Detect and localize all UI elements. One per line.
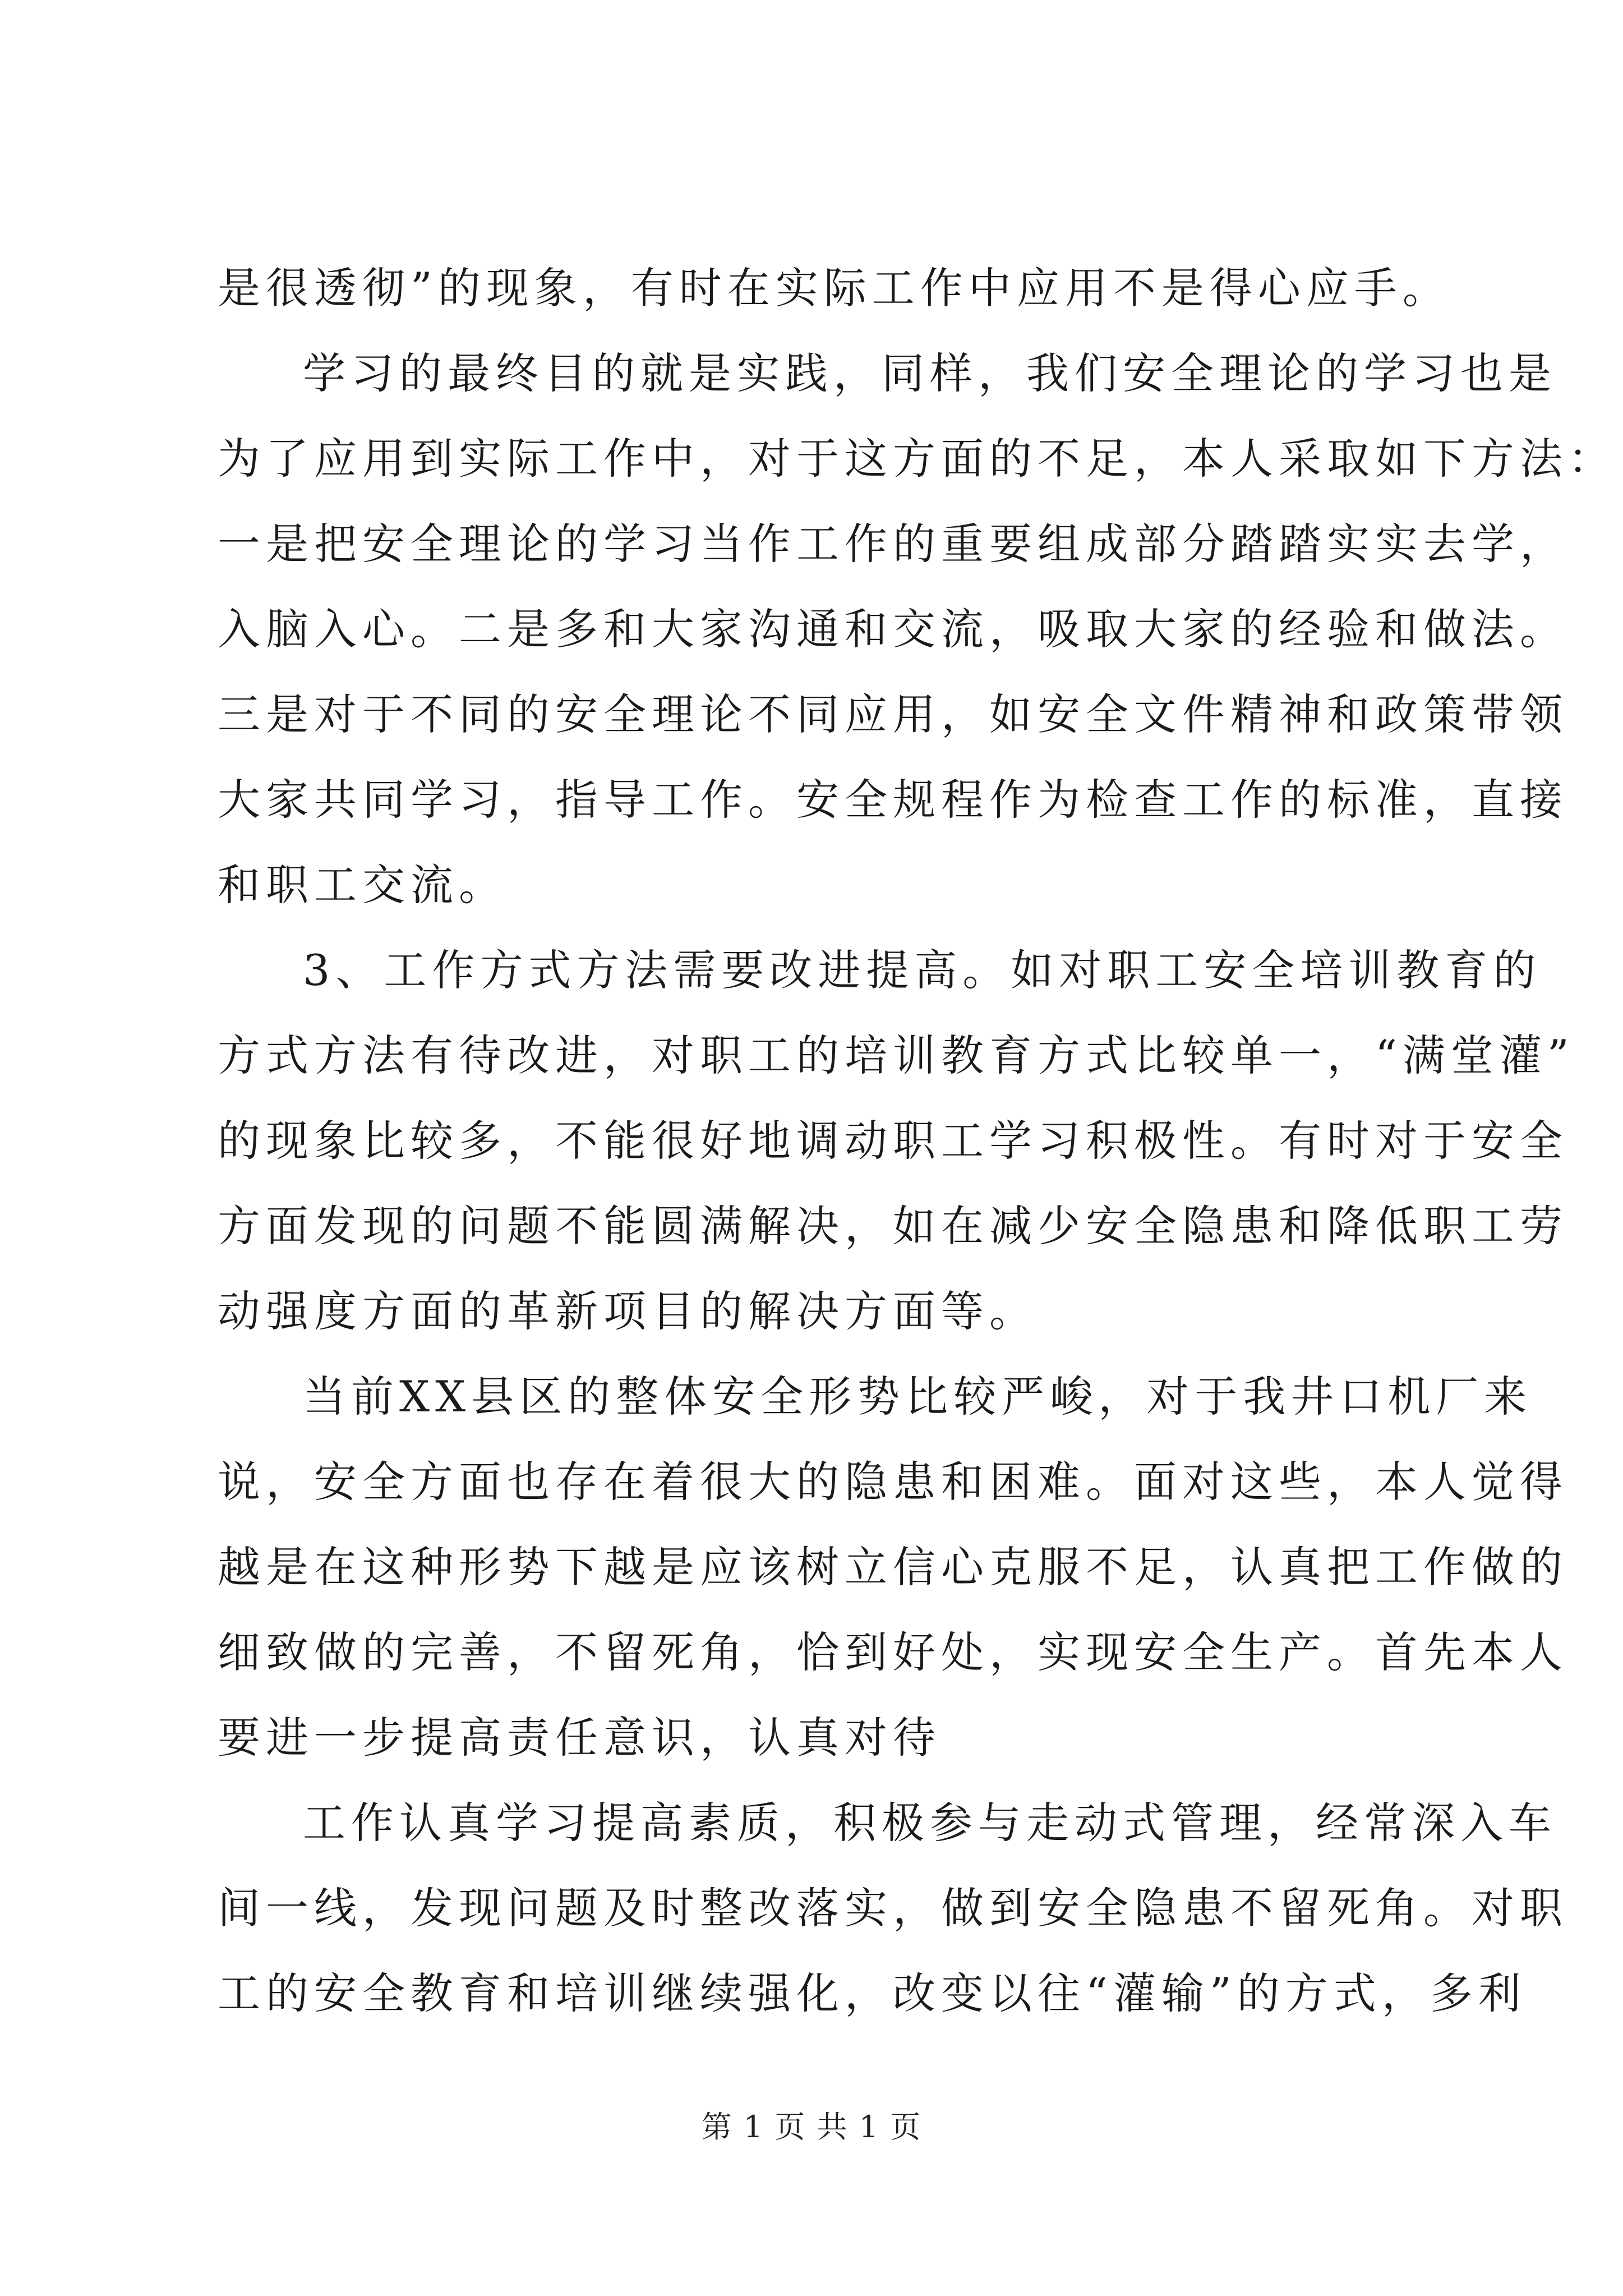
text-line: 当前XX县区的整体安全形势比较严峻，对于我井口机厂来	[303, 1372, 1533, 1421]
text-line: 和职工交流。	[218, 860, 507, 910]
text-line: 3、工作方式方法需要改进提高。如对职工安全培训教育的	[303, 945, 1542, 995]
body-text	[218, 246, 1616, 2036]
text-line: 大家共同学习，指导工作。安全规程作为检查工作的标准，直接	[218, 775, 1568, 825]
text-line: 方面发现的问题不能圆满解决，如在减少安全隐患和降低职工劳	[218, 1201, 1568, 1251]
text-line: 为了应用到实际工作中，对于这方面的不足，本人采取如下方法：	[218, 434, 1616, 484]
text-line: 越是在这种形势下越是应该树立信心克服不足，认真把工作做的	[218, 1542, 1568, 1592]
text-line: 入脑入心。二是多和大家沟通和交流，吸取大家的经验和做法。	[218, 604, 1568, 654]
text-line: 三是对于不同的安全理论不同应用，如安全文件精神和政策带领	[218, 689, 1568, 739]
text-line: 工的安全教育和培训继续强化，改变以往“灌输”的方式，多利	[218, 1968, 1527, 2018]
text-line: 方式方法有待改进，对职工的培训教育方式比较单一，“满堂灌”	[218, 1030, 1575, 1080]
text-line: 说，安全方面也存在着很大的隐患和困难。面对这些，本人觉得	[218, 1457, 1568, 1507]
text-line: 是很透彻”的现象，有时在实际工作中应用不是得心应手。	[218, 263, 1451, 313]
text-line: 要进一步提高责任意识，认真对待	[218, 1713, 941, 1763]
text-line: 间一线，发现问题及时整改落实，做到安全隐患不留死角。对职	[218, 1883, 1568, 1933]
text-line: 的现象比较多，不能很好地调动职工学习积极性。有时对于安全	[218, 1116, 1568, 1166]
page-footer: 第 1 页 共 1 页	[701, 2109, 922, 2145]
text-line: 工作认真学习提高素质，积极参与走动式管理，经常深入车	[303, 1798, 1557, 1848]
text-line: 细致做的完善，不留死角，恰到好处，实现安全生产。首先本人	[218, 1627, 1568, 1677]
text-line: 动强度方面的革新项目的解决方面等。	[218, 1286, 1038, 1336]
text-line: 一是把安全理论的学习当作工作的重要组成部分踏踏实实去学，	[218, 519, 1568, 569]
text-line: 学习的最终目的就是实践，同样，我们安全理论的学习也是	[303, 348, 1557, 398]
